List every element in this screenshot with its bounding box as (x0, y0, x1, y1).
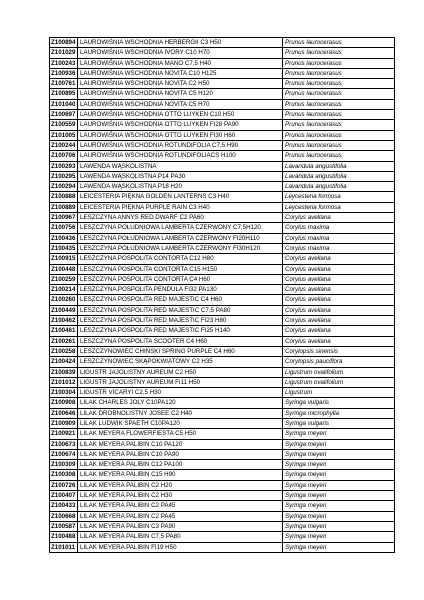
table-row (50, 285, 395, 295)
product-code-cell: Z100587 (50, 521, 78, 531)
latin-name-cell: Prunus laurocerasus (283, 140, 395, 150)
product-name-cell: LESZCZYNA ANNYS RED DWARF C2 PA60 (78, 213, 283, 223)
product-code-cell: Z100433 (50, 501, 78, 511)
table-row (50, 470, 395, 480)
product-code-cell: Z100424 (50, 357, 78, 367)
product-table (49, 37, 395, 553)
table-row (50, 192, 395, 202)
product-name-cell: LILAK MEYERA PALIBIN C2 PA45 (78, 511, 283, 521)
product-name-cell: LESZCZYNA POSPOLITA RED MAJESTIC C4 H60 (78, 295, 283, 305)
product-code-cell: Z100756 (50, 223, 78, 233)
product-code-cell: Z100309 (50, 460, 78, 470)
table-row (50, 48, 395, 58)
latin-name-cell: Lavandula angustifolia (283, 161, 395, 171)
product-name-cell: LAUROWIŚNIA WSCHODNIA MANO C7,5 H40 (78, 58, 283, 68)
latin-name-cell: Syringa vulgaris (283, 418, 395, 428)
table-row (50, 398, 395, 408)
product-code-cell: Z101040 (50, 99, 78, 109)
product-code-cell: Z100908 (50, 398, 78, 408)
product-code-cell: Z100674 (50, 449, 78, 459)
latin-name-cell: Corylus avellana (283, 336, 395, 346)
product-code-cell: Z100214 (50, 285, 78, 295)
table-row (50, 521, 395, 531)
latin-name-cell: Lavandula angustifolia (283, 171, 395, 181)
latin-name-cell: Corylopsis sinensis (283, 346, 395, 356)
product-code-cell: Z101011 (50, 542, 78, 552)
table-row (50, 305, 395, 315)
latin-name-cell: Prunus laurocerasus (283, 89, 395, 99)
latin-name-cell: Prunus laurocerasus (283, 38, 395, 48)
table-row (50, 449, 395, 459)
product-code-cell: Z101012 (50, 377, 78, 387)
product-code-cell: Z100436 (50, 233, 78, 243)
product-name-cell: LAUROWIŚNIA WSCHODNIA NOVITA C10 H125 (78, 68, 283, 78)
product-code-cell: Z100462 (50, 316, 78, 326)
latin-name-cell: Syringa meyeri (283, 501, 395, 511)
product-name-cell: LESZCZYNA POŁUDNIOWA LAMBERTA CZERWONY FI20H110 (78, 233, 283, 243)
latin-name-cell: Syringa meyeri (283, 511, 395, 521)
product-name-cell: LAUROWIŚNIA WSCHODNIA HERBERGII C3 H50 (78, 38, 283, 48)
product-code-cell: Z100839 (50, 367, 78, 377)
latin-name-cell: Prunus laurocerasus (283, 79, 395, 89)
product-name-cell: LAUROWIŚNIA WSCHODNIA OTTO LUYKEN FI28 PA90 (78, 120, 283, 130)
table-row (50, 346, 395, 356)
latin-name-cell: Prunus laurocerasus (283, 99, 395, 109)
product-name-cell: LESZCZYNOWIEC SKĄPOKWIATOWY C2 H35 (78, 357, 283, 367)
product-code-cell: Z100888 (50, 192, 78, 202)
product-code-cell: Z100889 (50, 202, 78, 212)
product-code-cell: Z100894 (50, 38, 78, 48)
table-row (50, 254, 395, 264)
product-name-cell: LILAK LUDWIK SPAETH C10PA120 (78, 418, 283, 428)
product-code-cell: Z100726 (50, 480, 78, 490)
product-name-cell: LILAK MEYERA PALIBIN C10 PA120 (78, 439, 283, 449)
table-row (50, 202, 395, 212)
product-code-cell: Z100488 (50, 532, 78, 542)
latin-name-cell: Corylus avellana (283, 274, 395, 284)
product-code-cell: Z100243 (50, 58, 78, 68)
table-row (50, 388, 395, 398)
product-name-cell: LILAK MEYERA PALIBIN C2 PA45 (78, 501, 283, 511)
product-name-cell: LAUROWIŚNIA WSCHODNIA ROTUNDIFOLIA C7,5 H90 (78, 140, 283, 150)
table-row (50, 326, 395, 336)
table-row (50, 408, 395, 418)
latin-name-cell: Syringa meyeri (283, 521, 395, 531)
product-name-cell: LESZCZYNA POŁUDNIOWA LAMBERTA CZERWONY C7,5H120 (78, 223, 283, 233)
product-name-cell: LIGUSTR JAJOLISTNY AUREUM FI11 H50 (78, 377, 283, 387)
product-name-cell: LILAK MEYERA PALIBIN C3 PA90 (78, 521, 283, 531)
table-row (50, 140, 395, 150)
product-name-cell: LILAK DROBNOLISTNY JOSEE C2 H40 (78, 408, 283, 418)
table-row (50, 68, 395, 78)
product-name-cell: LAUROWIŚNIA WSCHODNIA NOVITA C2 H50 (78, 79, 283, 89)
product-code-cell: Z100435 (50, 243, 78, 253)
latin-name-cell: Prunus laurocerasus (283, 120, 395, 130)
latin-name-cell: Ligustrum (283, 388, 395, 398)
product-name-cell: LILAK MEYERA PALIBIN C2 H30 (78, 491, 283, 501)
product-code-cell: Z100706 (50, 151, 78, 161)
product-code-cell: Z100921 (50, 429, 78, 439)
table-row (50, 182, 395, 192)
product-name-cell: LESZCZYNA POSPOLITA CONTORTA C4 H60 (78, 274, 283, 284)
table-row (50, 460, 395, 470)
latin-name-cell: Syringa microphylla (283, 408, 395, 418)
table-row (50, 511, 395, 521)
product-name-cell: LESZCZYNA POSPOLITA CONTORTA C12 H80 (78, 254, 283, 264)
product-name-cell: LEICESTERIA PIĘKNA PURPLE RAIN C3 H40 (78, 202, 283, 212)
product-name-cell: LESZCZYNA POŁUDNIOWA LAMBERTA CZERWONY FI30H120 (78, 243, 283, 253)
table-row (50, 439, 395, 449)
table-row (50, 357, 395, 367)
latin-name-cell: Corylus avellana (283, 316, 395, 326)
latin-name-cell: Corylus avellana (283, 264, 395, 274)
latin-name-cell: Prunus laurocerasus (283, 110, 395, 120)
latin-name-cell: Ligustrum ovalifolium (283, 377, 395, 387)
product-code-cell: Z100559 (50, 120, 78, 130)
product-name-cell: LILAK MEYERA PALIBIN C10 PA90 (78, 449, 283, 459)
latin-name-cell: Syringa meyeri (283, 491, 395, 501)
product-code-cell: Z100308 (50, 470, 78, 480)
product-name-cell: LAUROWIŚNIA WSCHODNIA OTTO LUYKEN C10 H50 (78, 110, 283, 120)
latin-name-cell: Corylus avellana (283, 254, 395, 264)
product-code-cell: Z100967 (50, 213, 78, 223)
product-code-cell: Z100668 (50, 511, 78, 521)
product-name-cell: LAWENDA WĄSKOLISTNA P14 PA30 (78, 171, 283, 181)
table-row (50, 377, 395, 387)
table-row (50, 367, 395, 377)
table-row (50, 501, 395, 511)
product-name-cell: LEICESTERIA PIĘKNA GOLDEN LANTERNS C3 H40 (78, 192, 283, 202)
product-name-cell: LESZCZYNA POSPOLITA CONTORTA C15 H150 (78, 264, 283, 274)
product-code-cell: Z100448 (50, 264, 78, 274)
latin-name-cell: Prunus laurocerasus (283, 48, 395, 58)
product-code-cell: Z100449 (50, 305, 78, 315)
table-row (50, 110, 395, 120)
product-name-cell: LAUROWIŚNIA WSCHODNIA OTTO LUYKEN FI30 H60 (78, 130, 283, 140)
product-name-cell: LESZCZYNA POSPOLITA SCOOTER C4 H60 (78, 336, 283, 346)
table-row (50, 58, 395, 68)
table-row (50, 171, 395, 181)
product-name-cell: LILAK MEYERA PALIBIN C15 H90 (78, 470, 283, 480)
latin-name-cell: Syringa meyeri (283, 439, 395, 449)
table-row (50, 89, 395, 99)
table-row (50, 120, 395, 130)
product-name-cell: LAUROWIŚNIA WSCHODNIA NOVITA C5 H120 (78, 89, 283, 99)
table-row (50, 336, 395, 346)
table-row (50, 79, 395, 89)
product-code-cell: Z100294 (50, 182, 78, 192)
table-row (50, 264, 395, 274)
latin-name-cell: Corylopsis pauciflora (283, 357, 395, 367)
product-code-cell: Z100895 (50, 89, 78, 99)
product-name-cell: LESZCZYNA POSPOLITA PENDULA FI32 PA130 (78, 285, 283, 295)
table-row (50, 38, 395, 48)
product-code-cell: Z100909 (50, 418, 78, 428)
latin-name-cell: Syringa meyeri (283, 449, 395, 459)
table-row (50, 243, 395, 253)
latin-name-cell: Corylus avellana (283, 295, 395, 305)
product-name-cell: LIGUSTR JAJOLISTNY AUREUM C2 H50 (78, 367, 283, 377)
product-name-cell: LILAK MEYERA PALIBIN C7,5 PA80 (78, 532, 283, 542)
product-code-cell: Z100295 (50, 171, 78, 181)
product-code-cell: Z100646 (50, 408, 78, 418)
product-code-cell: Z101029 (50, 48, 78, 58)
product-name-cell: LILAK MEYERA PALIBIN C2 H20 (78, 480, 283, 490)
latin-name-cell: Prunus laurocerasus (283, 151, 395, 161)
table-row (50, 161, 395, 171)
latin-name-cell: Syringa meyeri (283, 480, 395, 490)
latin-name-cell: Syringa meyeri (283, 542, 395, 552)
product-code-cell: Z100407 (50, 491, 78, 501)
product-code-cell: Z100259 (50, 274, 78, 284)
product-name-cell: LILAK MEYERA FLOWERFIESTA C5 H50 (78, 429, 283, 439)
product-name-cell: LAUROWIŚNIA WSCHODNIA ROTUNDIFOLIACS H100 (78, 151, 283, 161)
product-name-cell: LESZCZYNA POSPOLITA RED MAJESTIC FI25 H140 (78, 326, 283, 336)
product-code-cell: Z100293 (50, 161, 78, 171)
product-name-cell: LESZCZYNA POSPOLITA RED MAJESTIC C7,5 PA80 (78, 305, 283, 315)
product-name-cell: LILAK CHARLES JOLY C10PA120 (78, 398, 283, 408)
product-name-cell: LESZCZYNA POSPOLITA RED MAJESTIC FI23 H80 (78, 316, 283, 326)
latin-name-cell: Leycesteria formosa (283, 202, 395, 212)
latin-name-cell: Corylus maxima (283, 243, 395, 253)
product-code-cell: Z100761 (50, 79, 78, 89)
latin-name-cell: Syringa vulgaris (283, 398, 395, 408)
latin-name-cell: Corylus avellana (283, 285, 395, 295)
product-name-cell: LAUROWIŚNIA WSCHODNIA NOVITA C5 H70 (78, 99, 283, 109)
table-row (50, 480, 395, 490)
product-name-cell: LILAK MEYERA PALIBIN C12 PA100 (78, 460, 283, 470)
latin-name-cell: Corylus maxima (283, 233, 395, 243)
product-code-cell: Z100915 (50, 254, 78, 264)
product-name-cell: LAWENDA WĄSKOLISTNA P18 H20 (78, 182, 283, 192)
table-row (50, 295, 395, 305)
product-code-cell: Z101005 (50, 130, 78, 140)
product-code-cell: Z100461 (50, 326, 78, 336)
table-row (50, 316, 395, 326)
latin-name-cell: Syringa meyeri (283, 532, 395, 542)
table-row (50, 532, 395, 542)
product-code-cell: Z100258 (50, 346, 78, 356)
latin-name-cell: Leycesteria formosa (283, 192, 395, 202)
product-code-cell: Z100673 (50, 439, 78, 449)
latin-name-cell: Corylus maxima (283, 223, 395, 233)
latin-name-cell: Prunus laurocerasus (283, 68, 395, 78)
latin-name-cell: Corylus avellana (283, 213, 395, 223)
table-row (50, 233, 395, 243)
product-name-cell: LILAK MEYERA PALIBIN FI19 H50 (78, 542, 283, 552)
table-row (50, 223, 395, 233)
product-name-cell: LAUROWIŚNIA WSCHODNIA IVORY C10 H70 (78, 48, 283, 58)
table-row (50, 151, 395, 161)
latin-name-cell: Syringa meyeri (283, 429, 395, 439)
product-code-cell: Z100261 (50, 336, 78, 346)
product-code-cell: Z100260 (50, 295, 78, 305)
product-table-body (50, 38, 395, 553)
latin-name-cell: Syringa meyeri (283, 470, 395, 480)
product-name-cell: LAWENDA WĄSKOLISTNA (78, 161, 283, 171)
table-row (50, 429, 395, 439)
latin-name-cell: Corylus avellana (283, 326, 395, 336)
product-name-cell: LIGUSTR VICARYI C2,5 H30 (78, 388, 283, 398)
product-code-cell: Z100304 (50, 388, 78, 398)
latin-name-cell: Prunus laurocerasus (283, 58, 395, 68)
table-row (50, 99, 395, 109)
latin-name-cell: Syringa meyeri (283, 460, 395, 470)
table-row (50, 274, 395, 284)
product-table-container (49, 37, 394, 553)
product-code-cell: Z100697 (50, 110, 78, 120)
latin-name-cell: Corylus avellana (283, 305, 395, 315)
table-row (50, 213, 395, 223)
product-code-cell: Z100244 (50, 140, 78, 150)
latin-name-cell: Ligustrum ovalifolium (283, 367, 395, 377)
product-code-cell: Z100936 (50, 68, 78, 78)
latin-name-cell: Lavandula angustifolia (283, 182, 395, 192)
product-name-cell: LESZCZYNOWIEC CHIŃSKI SPRING PURPLE C4 H60 (78, 346, 283, 356)
table-row (50, 418, 395, 428)
latin-name-cell: Prunus laurocerasus (283, 130, 395, 140)
table-row (50, 542, 395, 552)
table-row (50, 491, 395, 501)
table-row (50, 130, 395, 140)
